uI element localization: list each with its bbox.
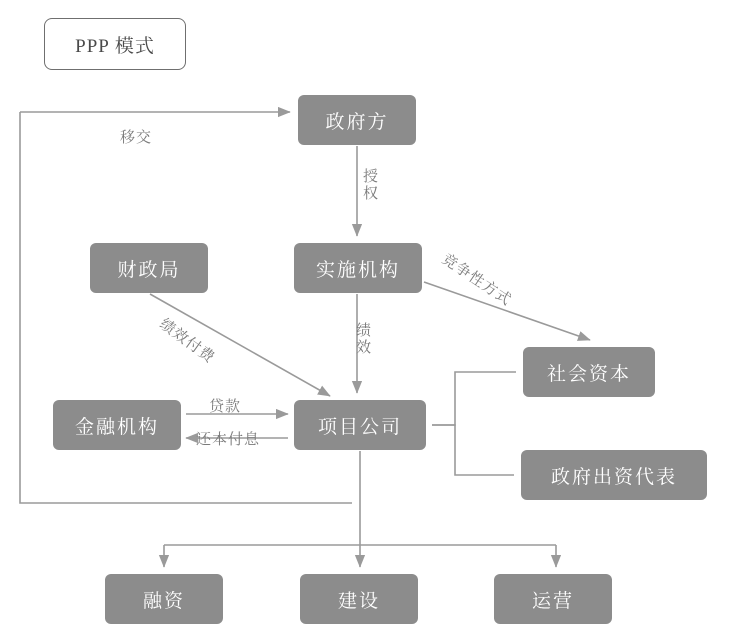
node-construction[interactable]: 建设 [300,574,418,624]
node-financing[interactable]: 融资 [105,574,223,624]
node-social-capital[interactable]: 社会资本 [523,347,655,397]
edge-label-repay: 还本付息 [196,432,261,448]
edge-to-social-capital [432,372,516,425]
node-operation[interactable]: 运营 [494,574,612,624]
diagram-title: PPP 模式 [44,18,186,70]
node-implementing-agency[interactable]: 实施机构 [294,243,422,293]
node-government-investor[interactable]: 政府出资代表 [521,450,707,500]
edge-label-performance: 绩效 [354,322,370,356]
node-project-company[interactable]: 项目公司 [294,400,426,450]
edge-label-competitive: 竞争性方式 [438,251,515,310]
node-government[interactable]: 政府方 [298,95,416,145]
edge-to-gov-investor [432,425,514,475]
edge-label-transfer: 移交 [120,130,153,146]
edge-label-performance-pay: 绩效付费 [156,316,218,367]
node-financial-institution[interactable]: 金融机构 [53,400,181,450]
edge-label-loan: 贷款 [209,399,242,415]
edge-label-authorize: 授权 [361,168,377,202]
node-finance-bureau[interactable]: 财政局 [90,243,208,293]
